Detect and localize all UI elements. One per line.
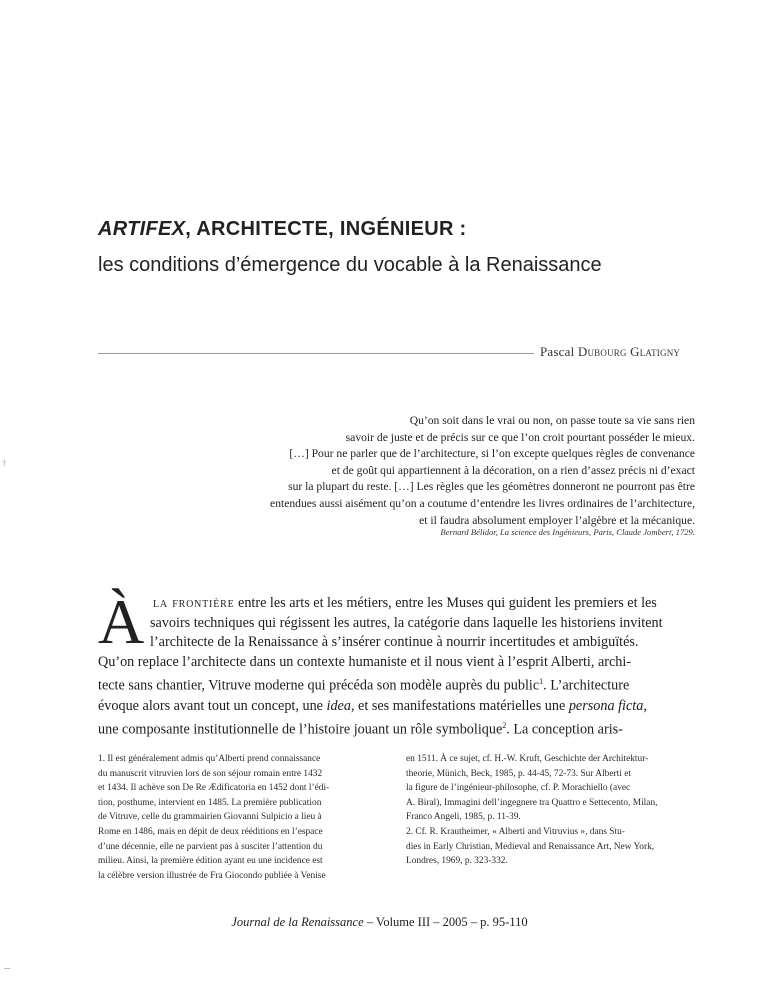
volume-info: – Volume III – 2005 – p. 95-110 — [363, 915, 528, 929]
footnote-ref-2[interactable]: 2 — [502, 721, 507, 731]
body-line: la frontière entre les arts et les métiers, entre les Muses qui guident les premiers et les — [153, 595, 657, 611]
footnotes-left-column — [98, 752, 388, 883]
author-first: Pascal — [540, 344, 575, 359]
crop-mark — [4, 968, 10, 969]
journal-name: Journal de la Renaissance — [231, 915, 364, 929]
footnote-line: en 1511. À ce sujet, cf. H.-W. Kruft, Geschichte der Architektur- — [406, 754, 649, 764]
drop-cap: À — [98, 586, 145, 657]
epigraph-line: sur la plupart du reste. […] Les règles que les géomètres donneront ne pourront pas être — [288, 480, 695, 494]
crop-mark: † — [2, 458, 7, 468]
smallcaps-lead: la frontière — [153, 595, 235, 611]
footnote-line: et 1434. Il achève son De Re Ædificatoria en 1452 dont l’édi- — [98, 783, 330, 794]
footnote-line: 1. Il est généralement admis qu’Alberti prend connaissance — [98, 754, 321, 764]
body-line: l’architecte de la Renaissance à s’insérer continue à nourrir incertitudes et ambiguïtés. — [150, 634, 639, 651]
footnote-line: A. Biral), Immagini dell’ingegnere tra Quattro e Settecento, Milan, — [406, 797, 658, 808]
article-title — [98, 218, 467, 241]
footnote-line: la figure de l’ingénieur-philosophe, cf. P. Morachiello (avec — [406, 783, 631, 794]
footnote-line: du manuscrit vitruvien lors de son séjour romain entre 1432 — [98, 768, 323, 779]
body-paragraph — [98, 594, 693, 741]
footnote-line: Franco Angeli, 1985, p. 11-39. — [406, 812, 521, 823]
epigraph-line: et de goût qui appartiennent à la décoration, on a rien d’assez précis ni d’exact — [331, 463, 695, 477]
title-rest: , ARCHITECTE, INGÉNIEUR : — [185, 218, 467, 240]
epigraph — [160, 413, 695, 529]
author-last: Dubourg Glatigny — [577, 344, 681, 359]
footnote-line: Rome en 1486, mais en dépit de deux rééditions en l’espace — [98, 826, 323, 837]
epigraph-line: Qu’on soit dans le vrai ou non, on passe toute sa vie sans rien — [409, 414, 695, 427]
footnote-line: Londres, 1969, p. 323-332. — [406, 856, 508, 867]
body-line: tecte sans chantier, Vitruve moderne qui précéda son modèle auprès du public$^1$. L’architecture — [98, 677, 630, 695]
author-name — [540, 344, 680, 360]
footnote-line: dies in Early Christian, Medieval and Renaissance Art, New York, — [406, 841, 655, 852]
body-line: évoque alors avant tout un concept, une idea, et ses manifestations matérielles une persona ficta, — [98, 697, 647, 714]
footnote-line: d’une décennie, elle ne parvient pas à susciter l’attention du — [98, 841, 323, 852]
footnote-line: milieu. Ainsi, la première édition ayant eu une incidence est — [98, 856, 323, 867]
footnote-line: la célèbre version illustrée de Fra Giocondo publiée à Venise — [98, 870, 326, 881]
footnote-line: theorie, Münich, Beck, 1985, p. 44-45, 72-73. Sur Alberti et — [406, 768, 631, 779]
body-line: Qu’on replace l’architecte dans un contexte humaniste et il nous vient à l’esprit Alberti, archi- — [98, 653, 632, 670]
epigraph-line: entendues aussi aisément qu’on a coutume d’entendre les livres ordinaires de l’architecture, — [270, 496, 695, 510]
page-footer — [0, 915, 759, 930]
body-line: une composante institutionnelle de l’histoire jouant un rôle symbolique$^2$. La conception aris- — [98, 721, 623, 739]
footnote-ref-1[interactable]: 1 — [539, 677, 544, 687]
footnote-line: tion, posthume, intervient en 1485. La première publication — [98, 797, 322, 808]
epigraph-line: […] Pour ne parler que de l’architecture, si l’on excepte quelques règles de convenance — [289, 447, 695, 461]
title-rule — [98, 353, 534, 354]
epigraph-line: et il faudra absolument employer l’algèbre et la mécanique. — [419, 513, 695, 527]
body-line: savoirs techniques qui régissent les autres, la catégorie dans laquelle les historiens invitent — [150, 614, 663, 631]
epigraph-line: savoir de juste et de précis sur ce que l’on croit pourtant posséder le mieux. — [345, 430, 695, 444]
epigraph-source: Bernard Bélidor, La science des Ingénieurs, Paris, Claude Jombert, 1729. — [440, 527, 695, 537]
footnote-line: 2. Cf. R. Krautheimer, « Alberti and Vitruvius », dans Stu- — [406, 826, 625, 837]
footnotes-right-column — [406, 752, 696, 869]
title-italic: ARTIFEX — [98, 218, 186, 240]
footnote-line: de Vitruve, celle du grammairien Giovanni Sulpicio a lieu à — [98, 812, 322, 823]
article-subtitle: les conditions d’émergence du vocable à la Renaissance — [98, 254, 602, 276]
